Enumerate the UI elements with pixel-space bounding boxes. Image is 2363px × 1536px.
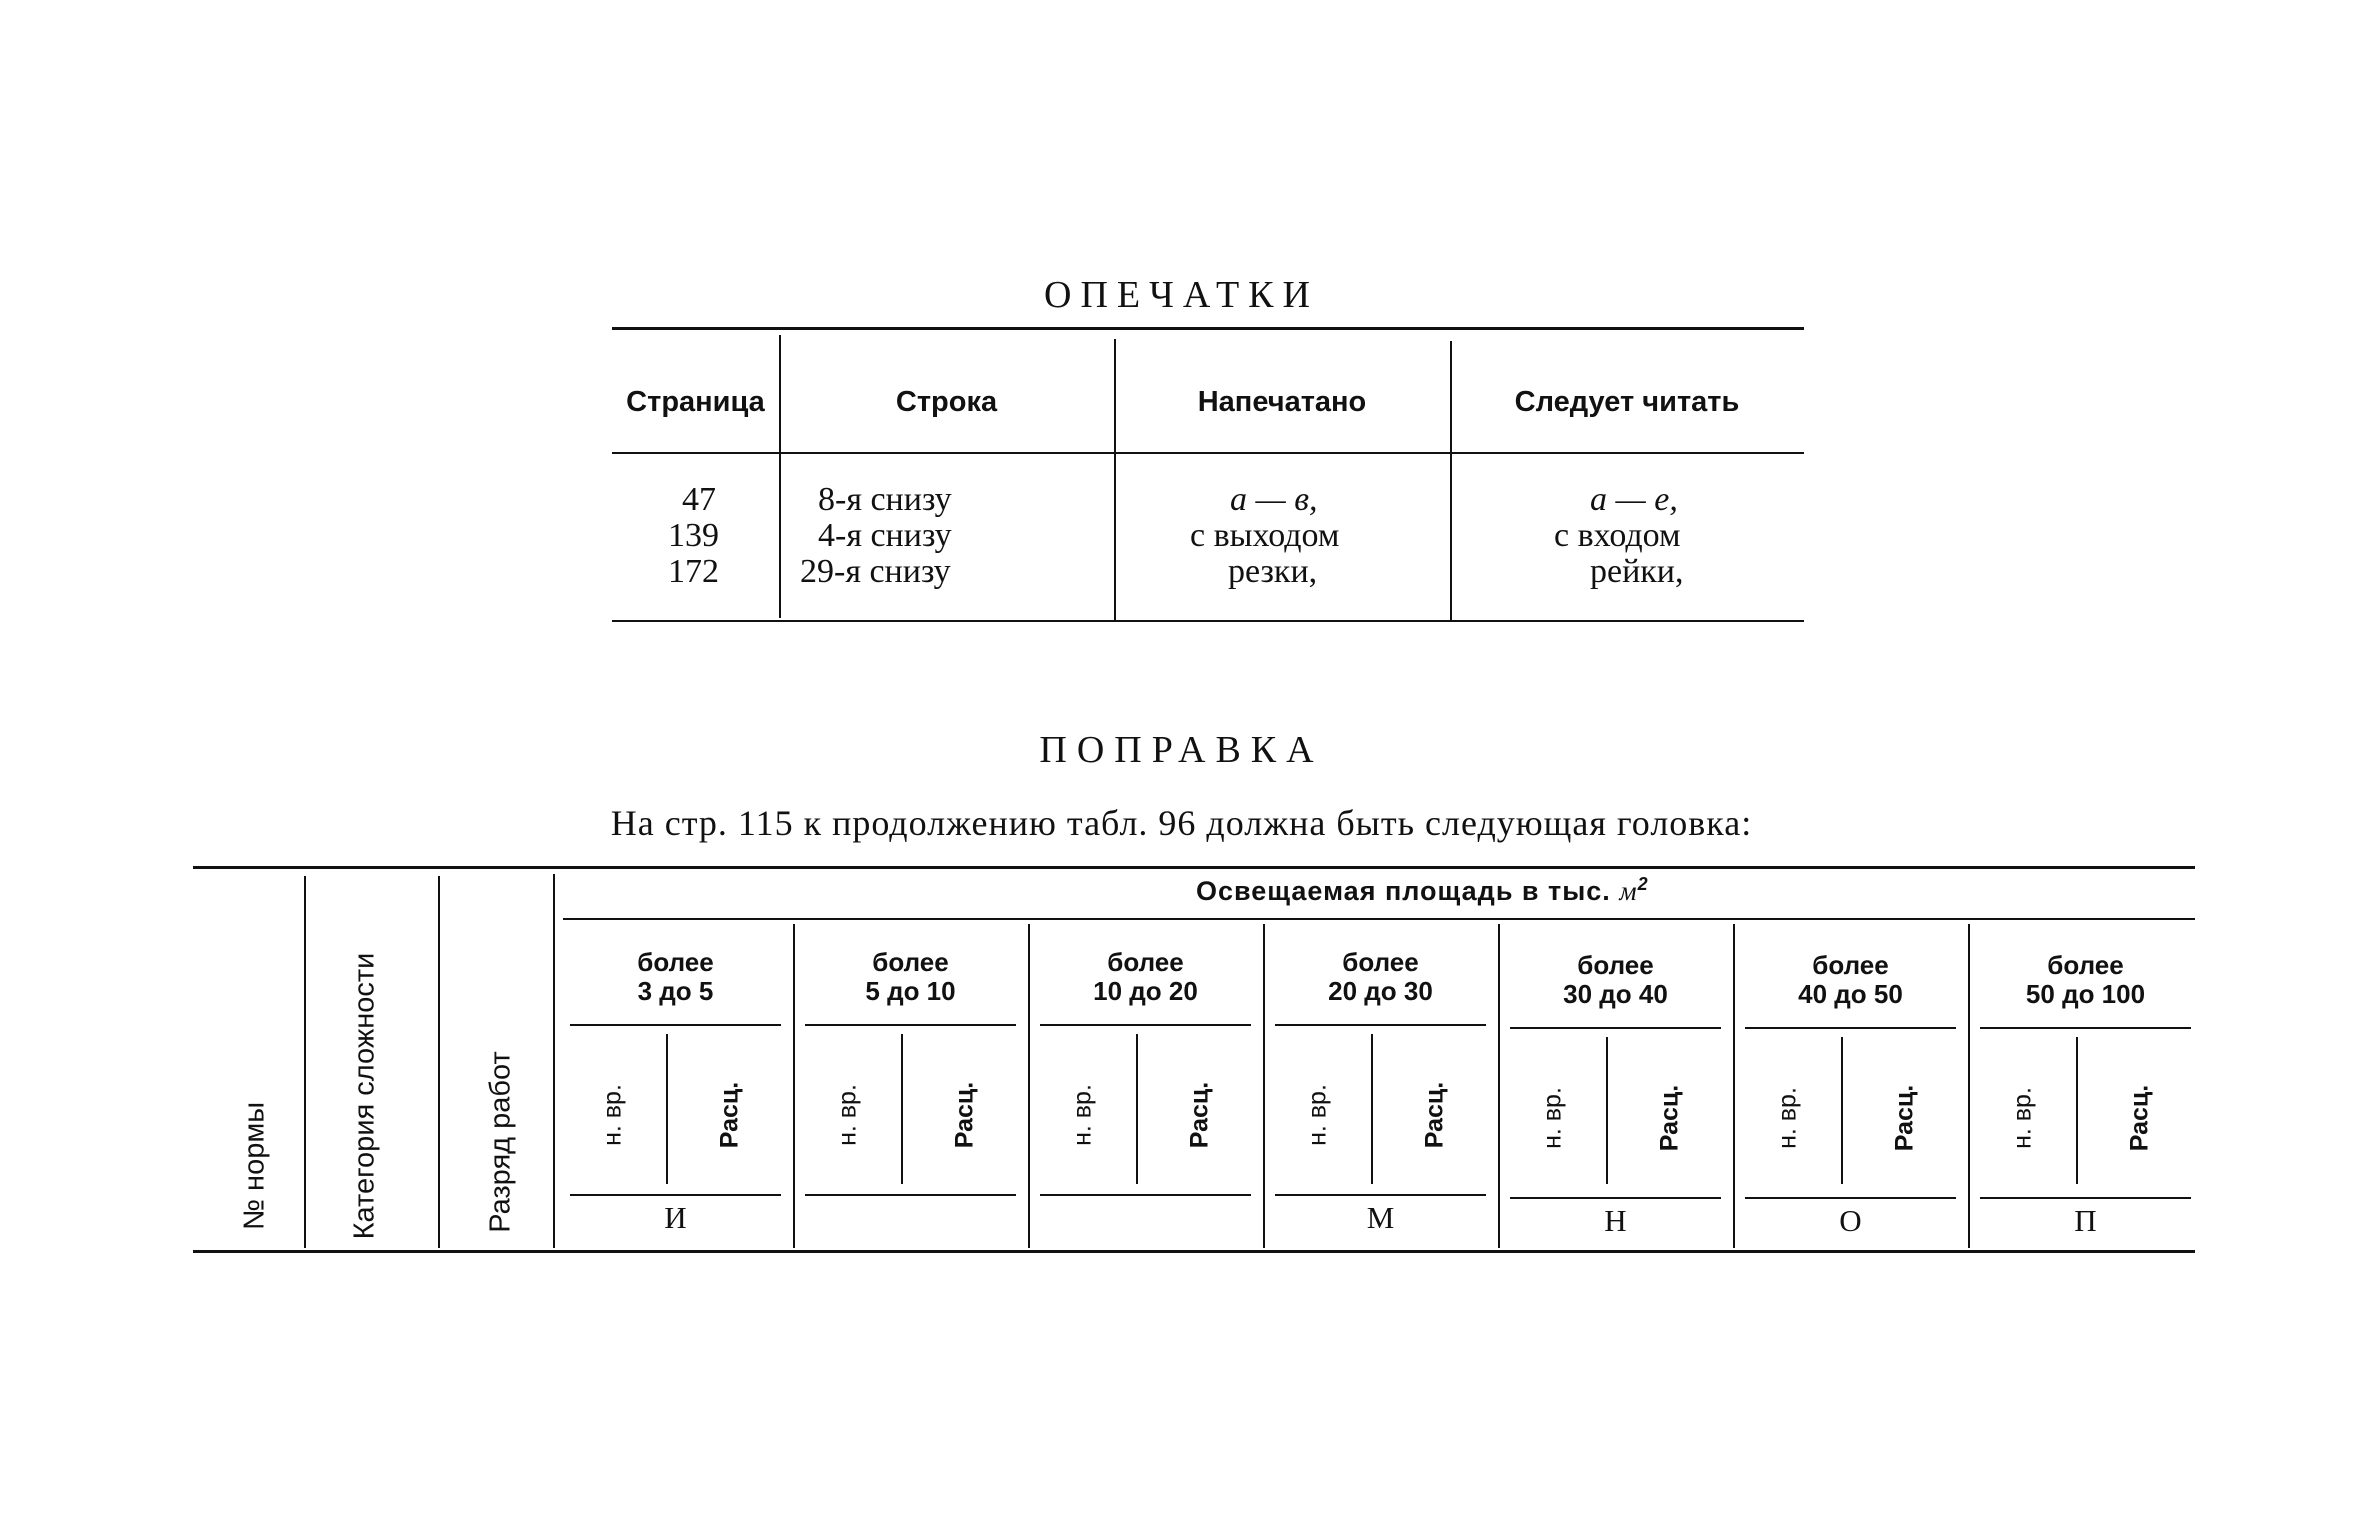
subcol-divider xyxy=(1371,1034,1373,1184)
errata-bottom-rule xyxy=(612,620,1804,622)
range-rule xyxy=(1040,1024,1251,1026)
header-work-grade: Разряд работ xyxy=(484,1051,517,1233)
letter-rule xyxy=(805,1194,1016,1196)
range-rule xyxy=(1510,1027,1721,1029)
area-unit-superscript: 2 xyxy=(1637,874,1649,894)
letter-rule xyxy=(1745,1197,1956,1199)
area-rule xyxy=(563,918,2195,920)
errata-should-read-3: рейки, xyxy=(1590,553,1684,590)
correction-title: ПОПРАВКА xyxy=(1039,729,1324,771)
normative-time-label: н. вр. xyxy=(1773,1087,1802,1149)
letter-rule xyxy=(1040,1194,1251,1196)
area-caption-text: Освещаемая площадь в тыс. xyxy=(1196,876,1611,906)
errata-page-172: 172 xyxy=(668,553,719,590)
range-label-6 xyxy=(1733,951,1968,1009)
range-label-line1: более xyxy=(1577,950,1654,980)
subcol-divider xyxy=(1841,1037,1843,1184)
normative-time-label: н. вр. xyxy=(2008,1087,2037,1149)
range-label-line1: более xyxy=(1342,947,1419,977)
column-letter: И xyxy=(664,1200,687,1235)
letter-rule xyxy=(1275,1194,1486,1196)
range-label-line1: более xyxy=(1107,947,1184,977)
errata-printed-1: а — в, xyxy=(1230,481,1318,518)
header-top-rule xyxy=(193,866,2195,869)
range-label-line1: более xyxy=(872,947,949,977)
subcol-divider xyxy=(901,1034,903,1184)
errata-line-1: 8-я снизу xyxy=(818,481,952,518)
col-divider xyxy=(553,874,555,1248)
corrected-header-table xyxy=(193,866,2195,1253)
subcol-divider xyxy=(2076,1037,2078,1184)
range-label-line2: 30 до 40 xyxy=(1563,979,1668,1009)
header-bottom-rule xyxy=(193,1250,2195,1253)
subcol-divider xyxy=(666,1034,668,1184)
normative-time-label: н. вр. xyxy=(1303,1084,1332,1146)
range-label-line2: 10 до 20 xyxy=(1093,976,1198,1006)
errata-header-printed: Напечатано xyxy=(1197,385,1367,418)
subcol-divider xyxy=(1606,1037,1608,1184)
range-label-line1: более xyxy=(2047,950,2124,980)
errata-printed-3: резки, xyxy=(1228,553,1318,590)
area-caption xyxy=(1196,874,1649,907)
range-rule xyxy=(1275,1024,1486,1026)
range-label-line2: 20 до 30 xyxy=(1328,976,1433,1006)
errata-line-3: 29-я снизу xyxy=(800,553,951,590)
range-label-2 xyxy=(793,948,1028,1006)
range-label-7 xyxy=(1968,951,2203,1009)
errata-page-47: 47 xyxy=(682,481,716,518)
rate-label: Расц. xyxy=(1185,1081,1214,1149)
range-label-line1: более xyxy=(637,947,714,977)
correction-text: На стр. 115 к продолжению табл. 96 должна быть следующая головка: xyxy=(610,803,1753,843)
range-label-line2: 5 до 10 xyxy=(865,976,956,1006)
rate-label: Расц. xyxy=(715,1081,744,1149)
column-letter: М xyxy=(1366,1200,1395,1235)
range-label-4 xyxy=(1263,948,1498,1006)
range-label-line2: 40 до 50 xyxy=(1798,979,1903,1009)
rate-label: Расц. xyxy=(950,1081,979,1149)
range-label-5 xyxy=(1498,951,1733,1009)
rate-label: Расц. xyxy=(2125,1084,2154,1152)
rate-label: Расц. xyxy=(1420,1081,1449,1149)
errata-should-read-2: с входом xyxy=(1554,517,1681,554)
range-label-line2: 50 до 100 xyxy=(2025,979,2146,1009)
errata-header-page: Страница xyxy=(626,385,765,418)
errata-header-rule xyxy=(612,452,1804,454)
range-rule xyxy=(1980,1027,2191,1029)
col-divider xyxy=(304,876,306,1248)
rate-label: Расц. xyxy=(1655,1084,1684,1152)
normative-time-label: н. вр. xyxy=(1068,1084,1097,1146)
area-unit: м xyxy=(1619,876,1638,906)
col-divider xyxy=(438,876,440,1248)
header-norm-number: № нормы xyxy=(238,1101,271,1231)
column-letter: П xyxy=(2074,1203,2097,1238)
errata-top-rule xyxy=(612,327,1804,330)
errata-should-read-1: а — е, xyxy=(1590,481,1678,518)
range-label-line1: более xyxy=(1812,950,1889,980)
range-label-line2: 3 до 5 xyxy=(637,976,714,1006)
range-label-3 xyxy=(1028,948,1263,1006)
errata-page-139: 139 xyxy=(668,517,719,554)
normative-time-label: н. вр. xyxy=(598,1084,627,1146)
column-letter: О xyxy=(1839,1203,1862,1238)
letter-rule xyxy=(1980,1197,2191,1199)
errata-title: ОПЕЧАТКИ xyxy=(1044,274,1319,316)
normative-time-label: н. вр. xyxy=(1538,1087,1567,1149)
errata-header-line: Строка xyxy=(895,385,998,418)
range-rule xyxy=(570,1024,781,1026)
letter-rule xyxy=(570,1194,781,1196)
range-rule xyxy=(1745,1027,1956,1029)
errata-header-should-read: Следует читать xyxy=(1514,385,1740,418)
normative-time-label: н. вр. xyxy=(833,1084,862,1146)
errata-line-2: 4-я снизу xyxy=(818,517,952,554)
letter-rule xyxy=(1510,1197,1721,1199)
subcol-divider xyxy=(1136,1034,1138,1184)
column-letter: Н xyxy=(1604,1203,1627,1238)
range-label-1 xyxy=(558,948,793,1006)
rate-label: Расц. xyxy=(1890,1084,1919,1152)
errata-table xyxy=(612,327,1804,624)
range-rule xyxy=(805,1024,1016,1026)
errata-printed-2: с выходом xyxy=(1190,517,1340,554)
header-complexity-category: Категория сложности xyxy=(348,952,381,1240)
